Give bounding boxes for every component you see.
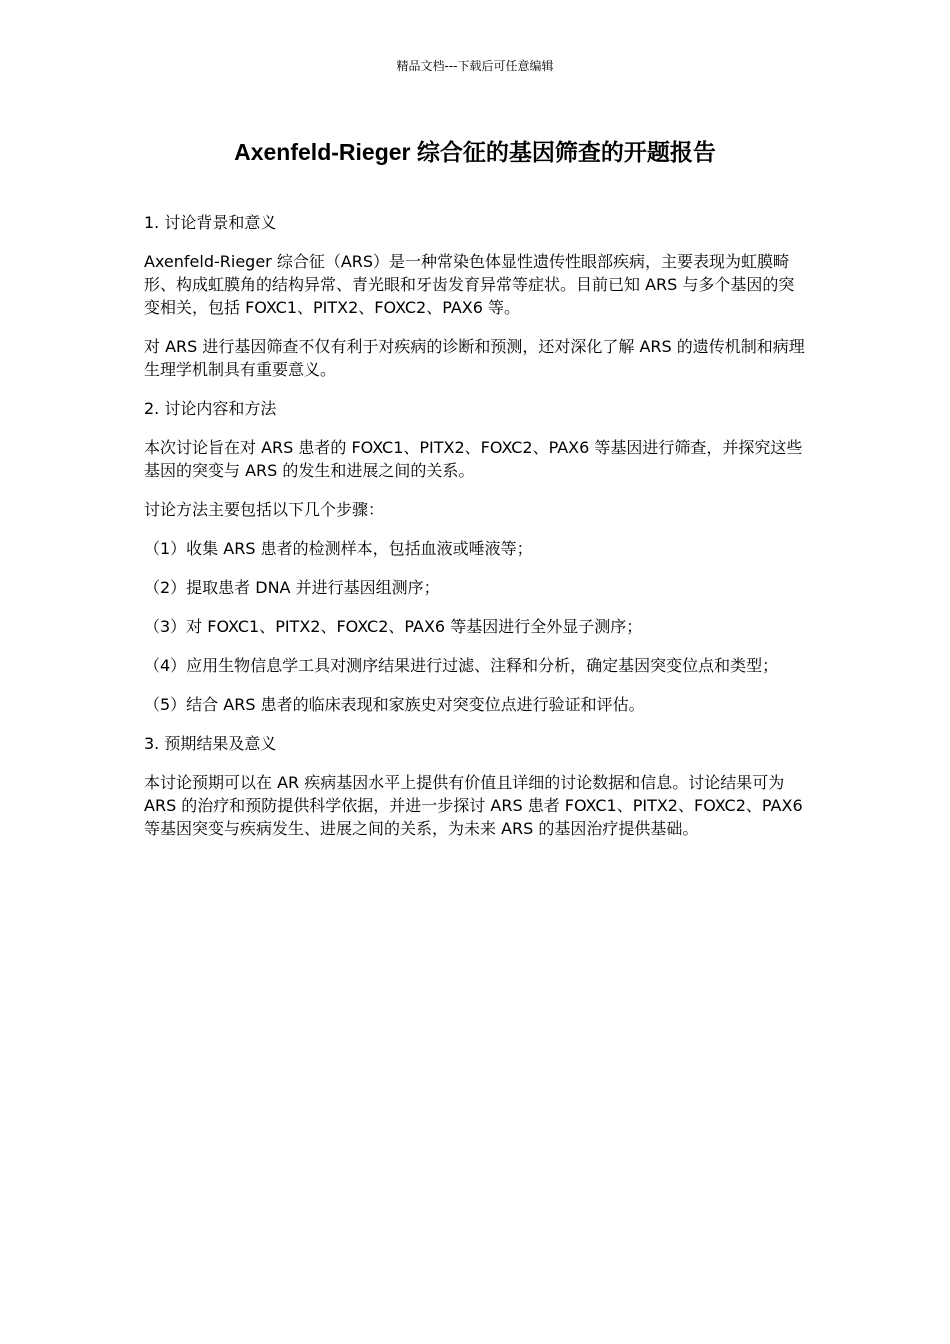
section-heading: 1. 讨论背景和意义	[144, 213, 277, 232]
section-background	[144, 211, 810, 381]
paragraph: 讨论方法主要包括以下几个步骤：	[144, 500, 385, 519]
header-note: 精品文档---下载后可任意编辑	[396, 59, 554, 73]
paragraph: 本讨论预期可以在 AR 疾病基因水平上提供有价值且详细的讨论数据和信息。讨论结果可为 ARS 的治疗和预防提供科学依据，并进一步探讨 ARS 患者 FOXC1、PITX2、FOXC2、PAX6 等基因突变与疾病发生、进展之间的关系，为未来 ARS 的基因治疗提供基础。	[144, 773, 803, 838]
method-step: （5）结合 ARS 患者的临床表现和家族史对突变位点进行验证和评估。	[144, 695, 645, 714]
method-step: （3）对 FOXC1、PITX2、FOXC2、PAX6 等基因进行全外显子测序；	[144, 617, 643, 636]
paragraph: 对 ARS 进行基因筛查不仅有利于对疾病的诊断和预测，还对深化了解 ARS 的遗传机制和病理生理学机制具有重要意义。	[144, 337, 805, 379]
section-heading: 3. 预期结果及意义	[144, 734, 277, 753]
paragraph: Axenfeld-Rieger 综合征（ARS）是一种常染色体显性遗传性眼部疾病，主要表现为虹膜畸形、构成虹膜角的结构异常、青光眼和牙齿发育异常等症状。目前已知 ARS 与多个基因的突变相关，包括 FOXC1、PITX2、FOXC2、PAX6 等。	[144, 252, 795, 317]
document-title: Axenfeld-Rieger 综合征的基因筛查的开题报告	[234, 139, 716, 165]
document-body	[144, 211, 810, 856]
section-expected-results	[144, 732, 810, 840]
section-heading: 2. 讨论内容和方法	[144, 399, 277, 418]
method-step: （2）提取患者 DNA 并进行基因组测序；	[144, 578, 440, 597]
method-step: （4）应用生物信息学工具对测序结果进行过滤、注释和分析，确定基因突变位点和类型；	[144, 656, 779, 675]
method-step: （1）收集 ARS 患者的检测样本，包括血液或唾液等；	[144, 539, 533, 558]
section-content-methods	[144, 397, 810, 716]
paragraph: 本次讨论旨在对 ARS 患者的 FOXC1、PITX2、FOXC2、PAX6 等基因进行筛查，并探究这些基因的突变与 ARS 的发生和进展之间的关系。	[144, 438, 803, 480]
